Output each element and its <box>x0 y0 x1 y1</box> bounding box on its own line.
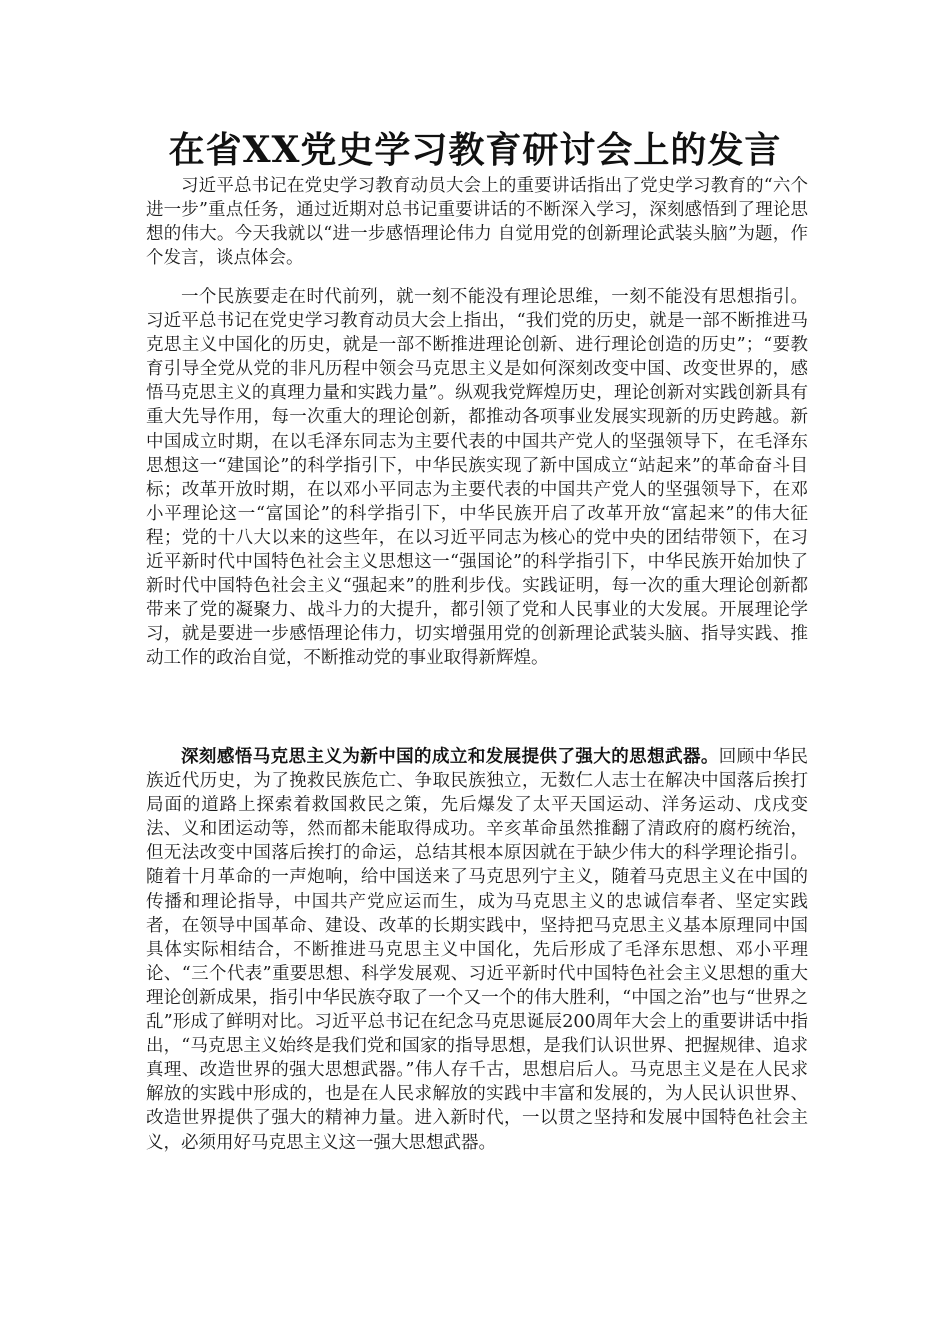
paragraph-theory: 一个民族要走在时代前列，就一刻不能没有理论思维，一刻不能没有思想指引。习近平总书记在党史学习教育动员大会上指出，“我们党的历史，就是一部不断推进马克思主义中国化的历史，就是一部不断推进理论创新、进行理论创造的历史”；“要教育引导全党从党的非凡历程中领会马克思主义是如何深刻改变中国、改变世界的，感悟马克思主义的真理力量和实践力量”。纵观我党辉煌历史，理论创新对实践创新具有重大先导作用，每一次重大的理论创新，都推动各项事业发展实现新的历史跨越。新中国成立时期，在以毛泽东同志为主要代表的中国共产党人的坚强领导下，在毛泽东思想这一“建国论”的科学指引下，中华民族实现了新中国成立“站起来”的革命奋斗目标；改革开放时期，在以邓小平同志为主要代表的中国共产党人的坚强领导下，在邓小平理论这一“富国论”的科学指引下，中华民族开启了改革开放“富起来”的伟大征程；党的十八大以来的这些年，在以习近平同志为核心的党中央的团结带领下，在习近平新时代中国特色社会主义思想这一“强国论”的科学指引下，中华民族开始加快了新时代中国特色社会主义“强起来”的胜利步伐。实践证明，每一次的重大理论创新都带来了党的凝聚力、战斗力的大提升，都引领了党和人民事业的大发展。开展理论学习，就是要进一步感悟理论伟力，切实增强用党的创新理论武装头脑、指导实践、推动工作的政治自觉，不断推动党的事业取得新辉煌。 <box>146 287 808 669</box>
document-title: 在省XX党史学习教育研讨会上的发言 <box>168 129 782 171</box>
paragraph-intro: 习近平总书记在党史学习教育动员大会上的重要讲话指出了党史学习教育的“六个进一步”重点任务，通过近期对总书记重要讲话的不断深入学习，深刻感悟到了理论思想的伟大。今天我就以“进一步感悟理论伟力 自觉用党的创新理论武装头脑”为题，作个发言，谈点体会。 <box>146 176 808 269</box>
paragraph-lead-heading: 深刻感悟马克思主义为新中国的成立和发展提供了强大的思想武器。 <box>181 747 719 767</box>
paragraph-marxism <box>146 745 808 1155</box>
paragraph-marxism-body: 回顾中华民族近代历史，为了挽救民族危亡、争取民族独立，无数仁人志士在解决中国落后挨打局面的道路上探索着救国救民之策，先后爆发了太平天国运动、洋务运动、戊戌变法、义和团运动等，然而都未能取得成功。辛亥革命虽然推翻了清政府的腐朽统治，但无法改变中国落后挨打的命运，总结其根本原因就在于缺少伟大的科学理论指引。随着十月革命的一声炮响，给中国送来了马克思列宁主义，随着马克思主义在中国的传播和理论指导，中国共产党应运而生，成为马克思主义的忠诚信奉者、坚定实践者，在领导中国革命、建设、改革的长期实践中，坚持把马克思主义基本原理同中国具体实际相结合，不断推进马克思主义中国化，先后形成了毛泽东思想、邓小平理论、“三个代表”重要思想、科学发展观、习近平新时代中国特色社会主义思想的重大理论创新成果，指引中华民族夺取了一个又一个的伟大胜利，“中国之治”也与“世界之乱”形成了鲜明对比。习近平总书记在纪念马克思诞辰200周年大会上的重要讲话中指出，“马克思主义始终是我们党和国家的指导思想，是我们认识世界、把握规律、追求真理、改造世界的强大思想武器。”伟人存千古，思想启后人。马克思主义是在人民求解放的实践中形成的，也是在人民求解放的实践中丰富和发展的，为人民认识世界、改造世界提供了强大的精神力量。进入新时代，一以贯之坚持和发展中国特色社会主义，必须用好马克思主义这一强大思想武器。 <box>146 747 809 1153</box>
